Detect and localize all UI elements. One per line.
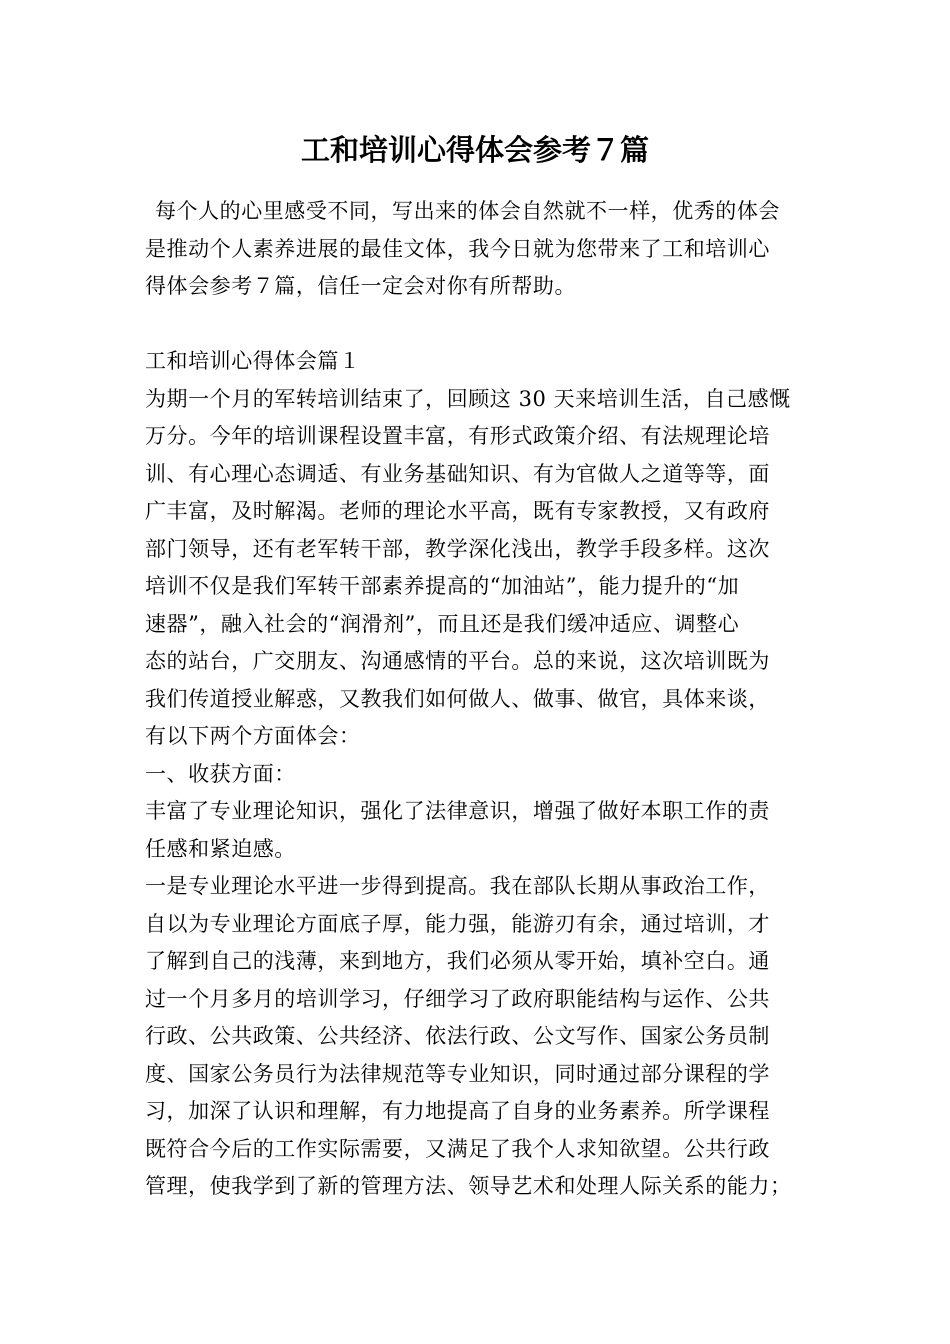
text-line: 广丰富，及时解渴。老师的理论水平高，既有专家教授，又有政府 (145, 499, 770, 523)
text-line: 有以下两个方面体会： (145, 724, 361, 748)
text-line: 得体会参考７篇，信任一定会对你有所帮助。 (145, 274, 576, 298)
text-line: 是推动个人素养进展的最佳文体，我今日就为您带来了工和培训心 (145, 236, 770, 261)
document-body (145, 193, 817, 1206)
text-line: 自以为专业理论方面底子厚，能力强，能游刃有余，通过培训，才 (145, 911, 770, 936)
text-line: 速器”，融入社会的“润滑剂”，而且还是我们缓冲适应、调整心 (145, 611, 740, 636)
text-line: 行政、公共政策、公共经济、依法行政、公文写作、国家公务员制 (145, 1024, 770, 1048)
text-line: 态的站台，广交朋友、沟通感情的平台。总的来说，这次培训既为 (145, 649, 770, 673)
text-line: 部门领导，还有老军转干部，教学深化浅出，教学手段多样。这次 (145, 536, 770, 561)
text-line: 度、国家公务员行为法律规范等专业知识，同时通过部分课程的学 (145, 1061, 770, 1086)
text-line: 管理，使我学到了新的管理方法、领导艺术和处理人际关系的能力； (145, 1174, 792, 1198)
paragraph-spacer (145, 306, 817, 344)
section-heading: 工和培训心得体会篇１ (145, 349, 361, 373)
text-line: 每个人的心里感受不同，写出来的体会自然就不一样，优秀的体会 (155, 199, 780, 223)
text-line: 为期一个月的军转培训结束了，回顾这 30 天来培训生活，自己感慨 (145, 386, 791, 411)
subheading: 一、收获方面： (145, 761, 296, 786)
text-line: 训、有心理心态调适、有业务基础知识、有为官做人之道等等，面 (145, 461, 770, 486)
intro-paragraph (145, 193, 817, 306)
paragraph-3 (145, 868, 817, 1206)
text-line: 万分。今年的培训课程设置丰富，有形式政策介绍、有法规理论培 (145, 424, 770, 448)
text-line: 丰富了专业理论知识，强化了法律意识，增强了做好本职工作的责 (145, 799, 770, 823)
paragraph-1 (145, 381, 817, 756)
text-line: 我们传道授业解惑，又教我们如何做人、做事、做官，具体来谈， (145, 686, 770, 711)
text-line: 过一个月多月的培训学习，仔细学习了政府职能结构与运作、公共 (145, 986, 770, 1011)
text-line: 了解到自己的浅薄，来到地方，我们必须从零开始，填补空白。通 (145, 949, 770, 973)
text-line: 习，加深了认识和理解，有力地提高了自身的业务素养。所学课程 (145, 1099, 770, 1123)
text-line: 培训不仅是我们军转干部素养提高的“加油站”，能力提升的“加 (145, 574, 740, 598)
text-line: 任感和紧迫感。 (145, 836, 296, 861)
paragraph-2 (145, 793, 817, 868)
document-title: 工和培训心得体会参考７篇 (300, 133, 649, 167)
text-line: 一是专业理论水平进一步得到提高。我在部队长期从事政治工作， (145, 874, 770, 898)
text-line: 既符合今后的工作实际需要，又满足了我个人求知欲望。公共行政 (145, 1136, 770, 1161)
